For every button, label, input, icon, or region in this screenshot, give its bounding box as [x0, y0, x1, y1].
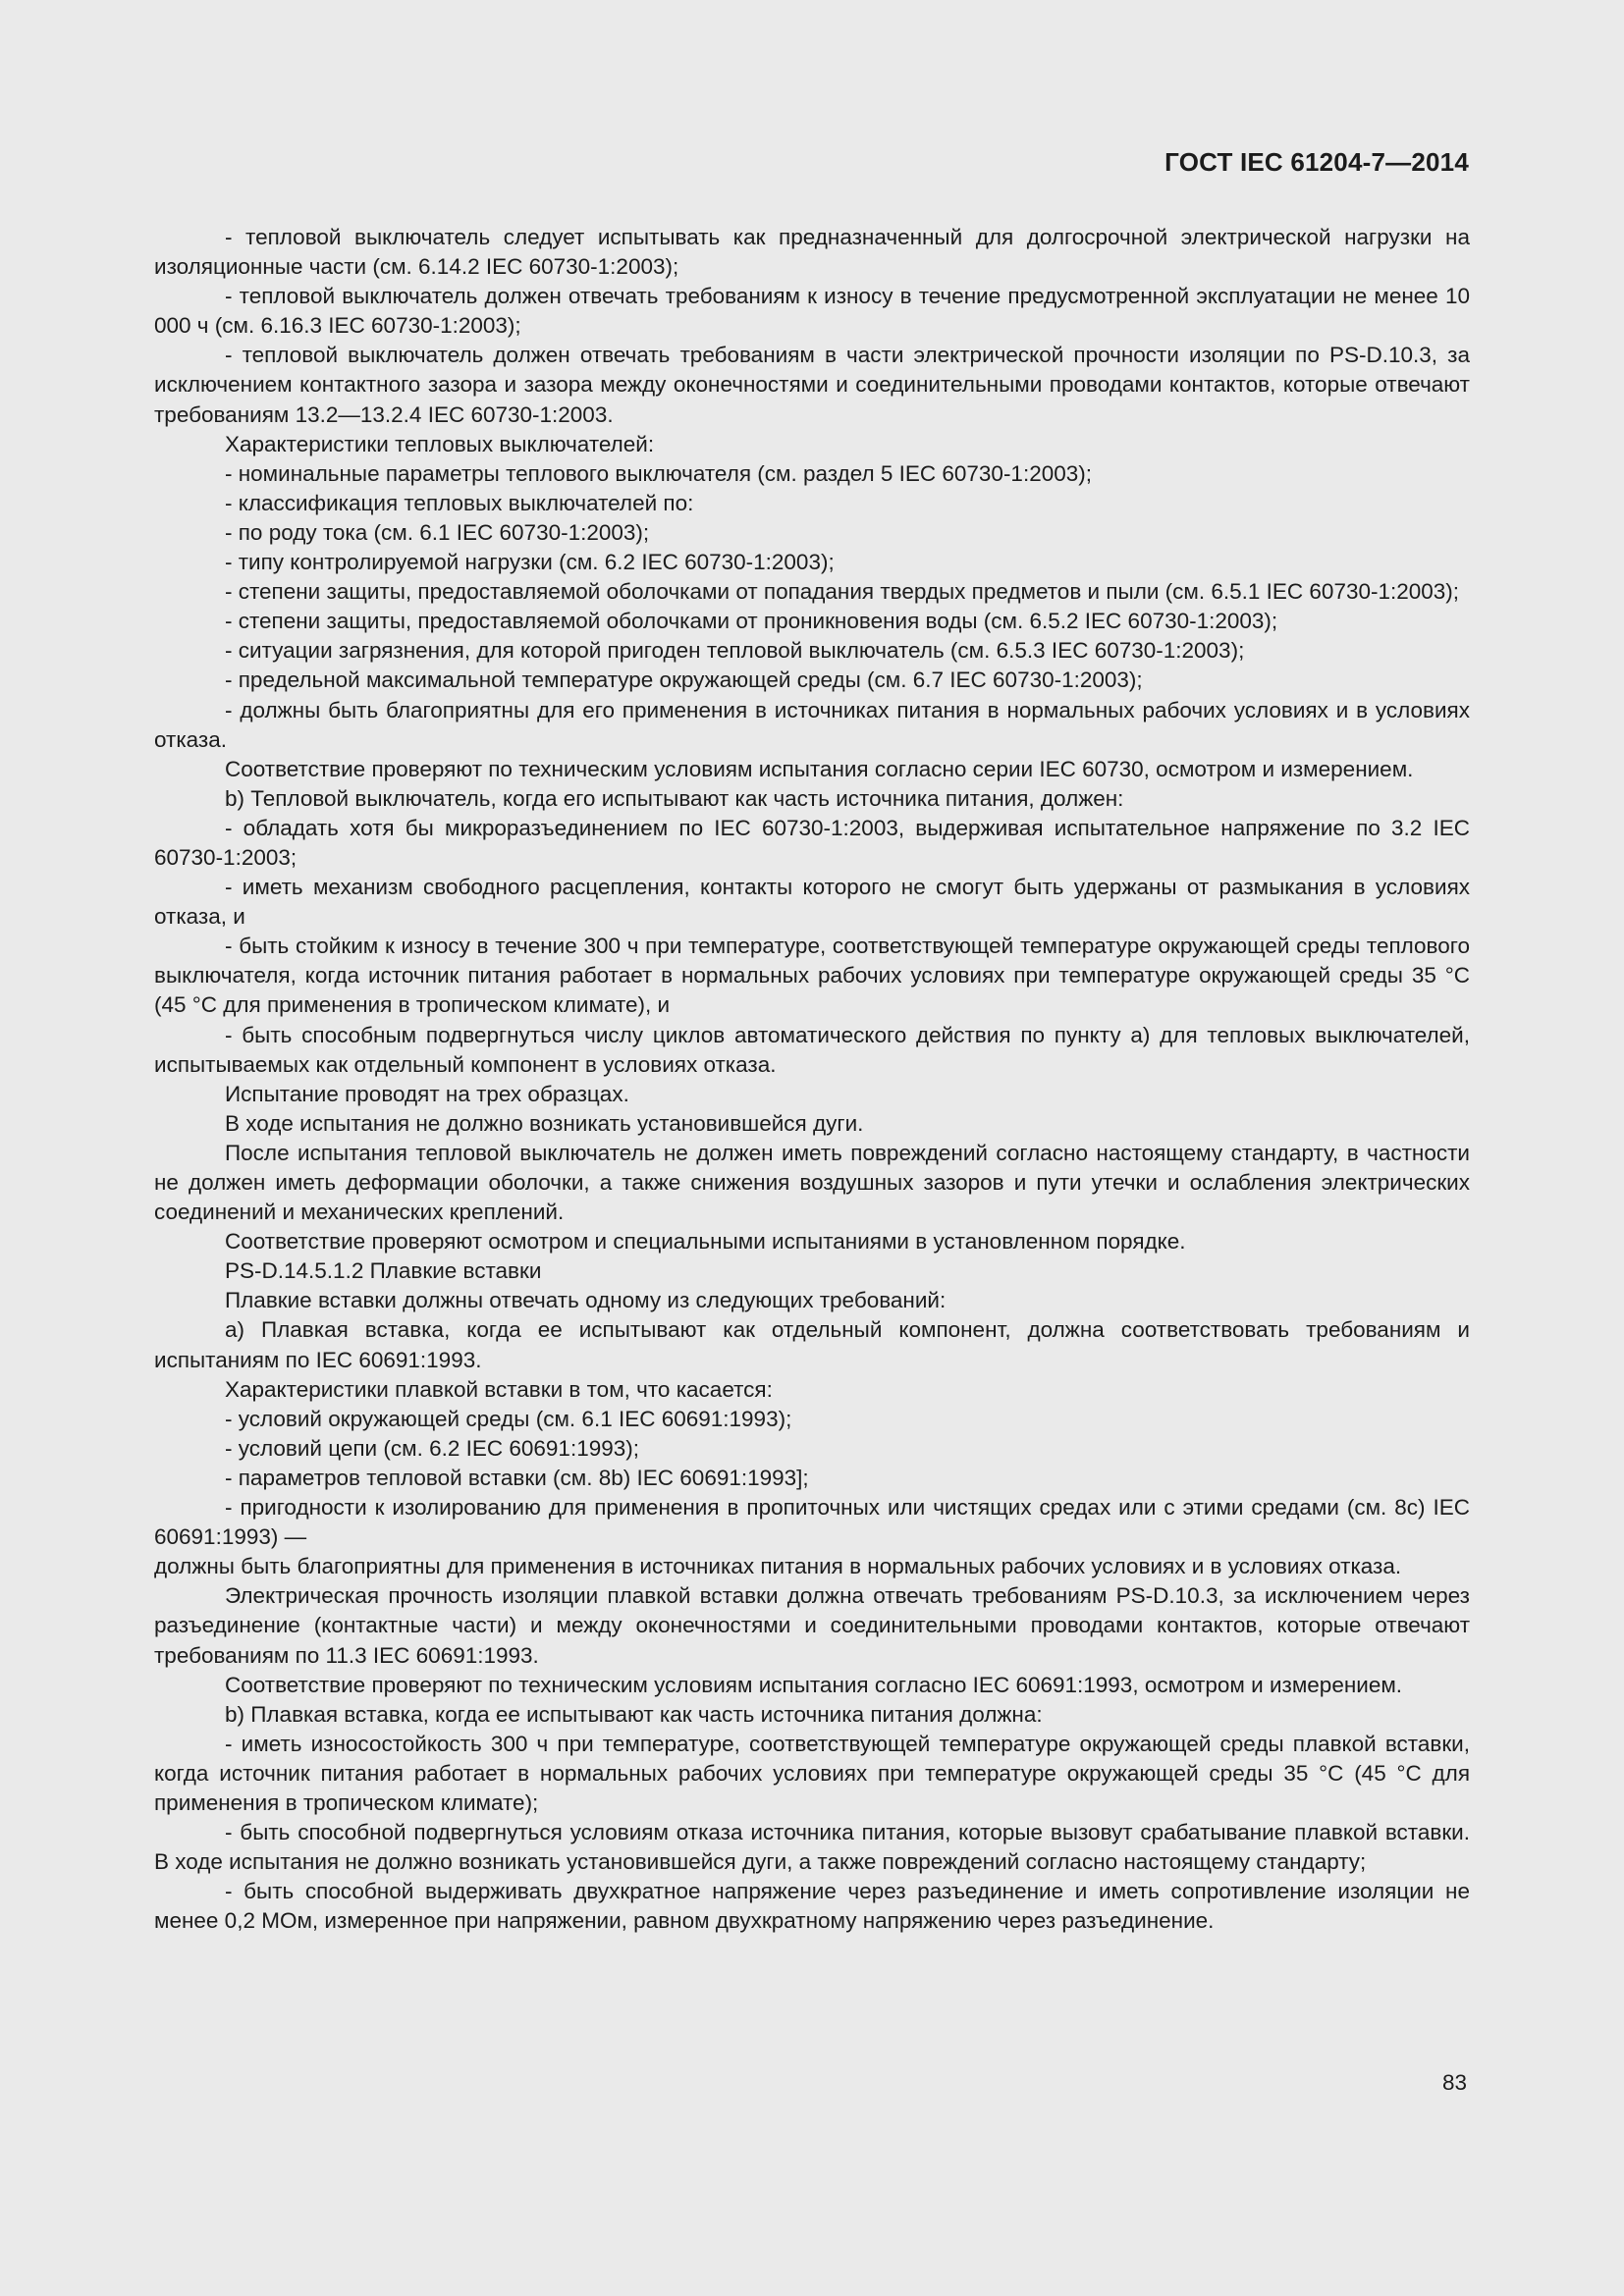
paragraph: - тепловой выключатель должен отвечать требованиям в части электрической прочности изоляции по PS-D.10.3, за исключением контактного зазора и зазора между оконечностями и соединительными проводами контактов, которые отвечают требованиям 13.2—13.2.4 IEC 60730-1:2003. [154, 343, 1470, 427]
paragraph: - быть стойким к износу в течение 300 ч при температуре, соответствующей температуре окружающей среды теплового выключателя, когда источник питания работает в нормальных рабочих условиях при температуре окружающей среды 35 °С (45 °С для применения в тропическом климате), и [154, 934, 1470, 1018]
paragraph: - предельной максимальной температуре окружающей среды (см. 6.7 IEC 60730-1:2003); [225, 667, 1143, 693]
paragraph: После испытания тепловой выключатель не должен иметь повреждений согласно настоящему стандарту, в частности не должен иметь деформации оболочки, а также снижения воздушных зазоров и пути утечки и ослабления электрических соединений и механических креплений. [154, 1140, 1470, 1225]
paragraph: - тепловой выключатель следует испытывать как предназначенный для долгосрочной электрической нагрузки на изоляционные части (см. 6.14.2 IEC 60730-1:2003); [154, 225, 1470, 280]
paragraph: - типу контролируемой нагрузки (см. 6.2 IEC 60730-1:2003); [225, 550, 835, 575]
paragraph: - обладать хотя бы микроразъединением по IEC 60730-1:2003, выдерживая испытательное напряжение по 3.2 IEC 60730-1:2003; [154, 815, 1470, 870]
paragraph: - условий окружающей среды (см. 6.1 IEC 60691:1993); [225, 1406, 792, 1431]
body-text [154, 223, 1470, 1936]
paragraph: - иметь механизм свободного расцепления, контакты которого не смогут быть удержаны от размыкания в условиях отказа, и [154, 875, 1470, 930]
paragraph: - номинальные параметры теплового выключателя (см. раздел 5 IEC 60730-1:2003); [225, 460, 1092, 486]
paragraph: - параметров тепловой вставки (см. 8b) IEC 60691:1993]; [225, 1465, 809, 1490]
paragraph: Испытание проводят на трех образцах. [225, 1081, 629, 1106]
paragraph: - быть способной выдерживать двухкратное напряжение через разъединение и иметь сопротивление изоляции не менее 0,2 МОм, измеренное при напряжении, равном двухкратному напряжению через разъединение. [154, 1879, 1470, 1934]
paragraph: а) Плавкая вставка, когда ее испытывают как отдельный компонент, должна соответствовать требованиям и испытаниям по IEC 60691:1993. [154, 1317, 1470, 1372]
paragraph: Характеристики плавкой вставки в том, что касается: [225, 1376, 773, 1402]
paragraph: - пригодности к изолированию для применения в пропиточных или чистящих средах или с этими средами (см. 8c) IEC 60691:1993) — [154, 1495, 1470, 1550]
paragraph: - быть способной подвергнуться условиям отказа источника питания, которые вызовут срабатывание плавкой вставки. В ходе испытания не должно возникать установившейся дуги, а также повреждений согласно настоящему стандарту; [154, 1820, 1470, 1875]
paragraph: Соответствие проверяют по техническим условиям испытания согласно серии IEC 60730, осмотром и измерением. [225, 756, 1414, 781]
paragraph: - по роду тока (см. 6.1 IEC 60730-1:2003); [225, 519, 650, 545]
page-number: 83 [1441, 2070, 1467, 2095]
paragraph: Электрическая прочность изоляции плавкой вставки должна отвечать требованиям PS-D.10.3, за исключением через разъединение (контактные части) и между оконечностями и соединительными проводами контактов, которые отвечают требованиям по 11.3 IEC 60691:1993. [154, 1583, 1470, 1668]
paragraph: - должны быть благоприятны для его применения в источниках питания в нормальных рабочих условиях и в условиях отказа. [154, 697, 1470, 752]
paragraph: Плавкие вставки должны отвечать одному из следующих требований: [225, 1288, 947, 1313]
paragraph: должны быть благоприятны для применения в источниках питания в нормальных рабочих условиях и в условиях отказа. [154, 1554, 1402, 1579]
section-heading: PS-D.14.5.1.2 Плавкие вставки [225, 1258, 542, 1284]
paragraph: - степени защиты, предоставляемой оболочками от проникновения воды (см. 6.5.2 IEC 60730-1:2003); [225, 609, 1278, 634]
paragraph: - тепловой выключатель должен отвечать требованиям к износу в течение предусмотренной эксплуатации не менее 10 000 ч (см. 6.16.3 IEC 60730-1:2003); [154, 284, 1470, 339]
paragraph: В ходе испытания не должно возникать установившейся дуги. [225, 1110, 864, 1136]
paragraph: - иметь износостойкость 300 ч при температуре, соответствующей температуре окружающей среды плавкой вставки, когда источник питания работает в нормальных рабочих условиях при температуре окружающей среды 35 °С (45 °С для применения в тропическом климате); [154, 1731, 1470, 1815]
paragraph: - быть способным подвергнуться числу циклов автоматического действия по пункту а) для тепловых выключателей, испытываемых как отдельный компонент в условиях отказа. [154, 1022, 1470, 1077]
paragraph: b) Тепловой выключатель, когда его испытывают как часть источника питания, должен: [225, 785, 1124, 811]
paragraph: b) Плавкая вставка, когда ее испытывают как часть источника питания должна: [225, 1701, 1043, 1727]
paragraph: - условий цепи (см. 6.2 IEC 60691:1993); [225, 1435, 639, 1461]
paragraph: - ситуации загрязнения, для которой пригоден тепловой выключатель (см. 6.5.3 IEC 60730-1:2003); [225, 638, 1245, 664]
standard-header: ГОСТ IEC 61204-7—2014 [1164, 147, 1469, 177]
paragraph: - классификация тепловых выключателей по: [225, 490, 694, 515]
paragraph: Соответствие проверяют по техническим условиям испытания согласно IEC 60691:1993, осмотром и измерением. [225, 1672, 1403, 1697]
paragraph: Характеристики тепловых выключателей: [225, 431, 655, 456]
paragraph: Соответствие проверяют осмотром и специальными испытаниями в установленном порядке. [225, 1229, 1186, 1255]
paragraph: - степени защиты, предоставляемой оболочками от попадания твердых предметов и пыли (см. 6.5.1 IEC 60730-1:2003); [225, 579, 1460, 605]
